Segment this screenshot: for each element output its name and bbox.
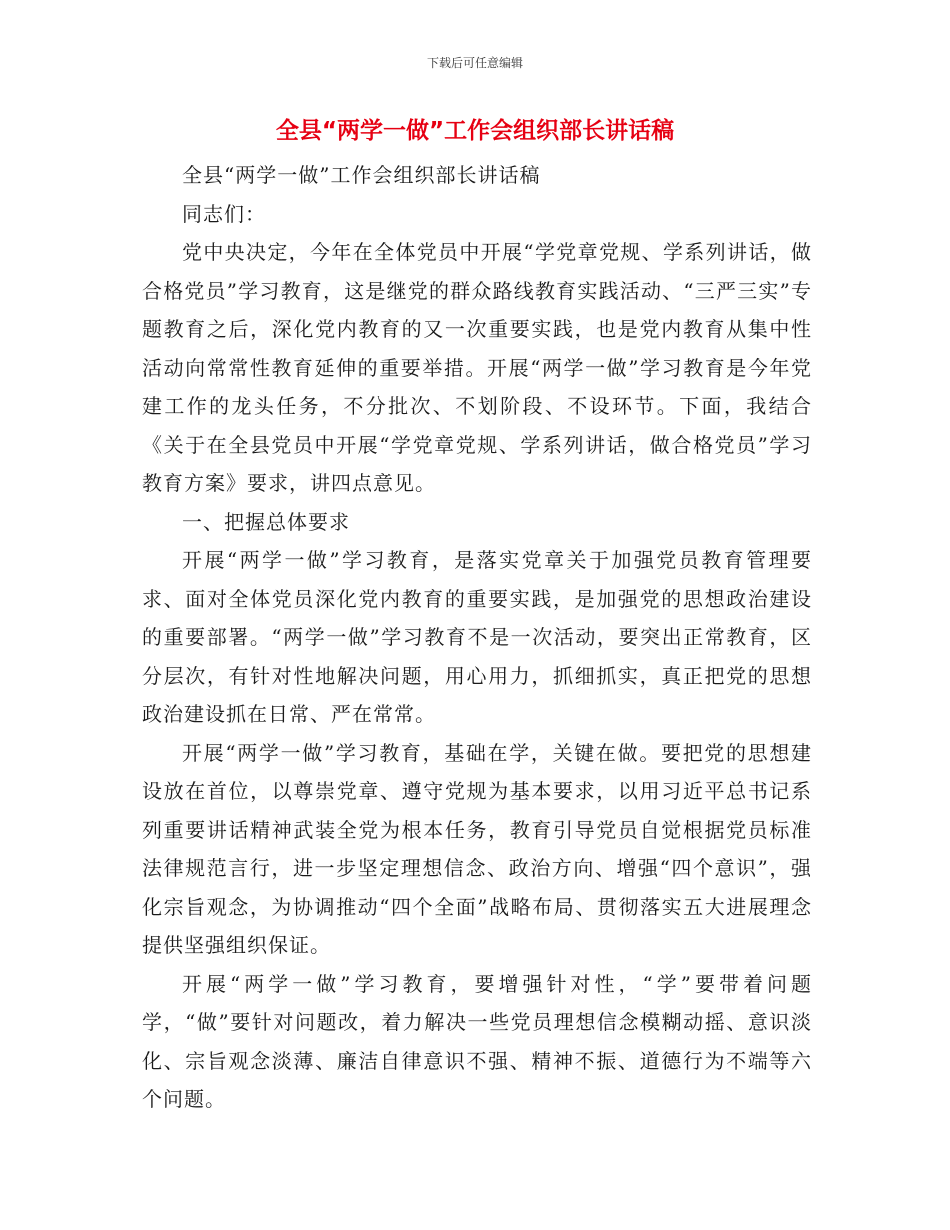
paragraph-body: 开展“两学一做”学习教育，是落实党章关于加强党员教育管理要求、面对全体党员深化党内教育的重要实践，是加强党的思想政治建设的重要部署。“两学一做”学习教育不是一次活动，要突出正常教育，区分层次，有针对性地解决问题，用心用力，抓细抓实，真正把党的思想政治建设抓在日常、严在常常。: [142, 548, 812, 726]
header-note: 下载后可任意编辑: [426, 56, 523, 70]
paragraph-body: 开展“两学一做”学习教育，基础在学，关键在做。要把党的思想建设放在首位，以尊崇党章、遵守党规为基本要求，以用习近平总书记系列重要讲话精神武装全党为根本任务，教育引导党员自觉根据党员标准法律规范言行，进一步坚定理想信念、政治方向、增强“四个意识”，强化宗旨观念，为协调推动“四个全面”战略布局、贯彻落实五大进展理念提供坚强组织保证。: [142, 740, 812, 957]
paragraph-subtitle: 全县“两学一做”工作会组织部长讲话稿: [182, 163, 541, 187]
paragraph-body: 开展“两学一做”学习教育，要增强针对性，“学”要带着问题学，“做”要针对问题改，着力解决一些党员理想信念模糊动摇、意识淡化、宗旨观念淡薄、廉洁自律意识不强、精神不振、道德行为不端等六个问题。: [142, 971, 812, 1111]
paragraph-salutation: 同志们：: [182, 201, 266, 226]
section-heading-1: 一、把握总体要求: [182, 509, 350, 534]
paragraph-intro: 党中央决定，今年在全体党员中开展“学党章党规、学系列讲话，做合格党员”学习教育，这是继党的群众路线教育实践活动、“三严三实”专题教育之后，深化党内教育的又一次重要实践，也是党内教育从集中性活动向常常性教育延伸的重要举措。开展“两学一做”学习教育是今年党建工作的龙头任务，不分批次、不划阶段、不设环节。下面，我结合《关于在全县党员中开展“学党章党规、学系列讲话，做合格党员”学习教育方案》要求，讲四点意见。: [142, 240, 812, 495]
document-title: 全县“两学一做”工作会组织部长讲话稿: [275, 118, 675, 144]
document-body: [142, 156, 812, 1119]
